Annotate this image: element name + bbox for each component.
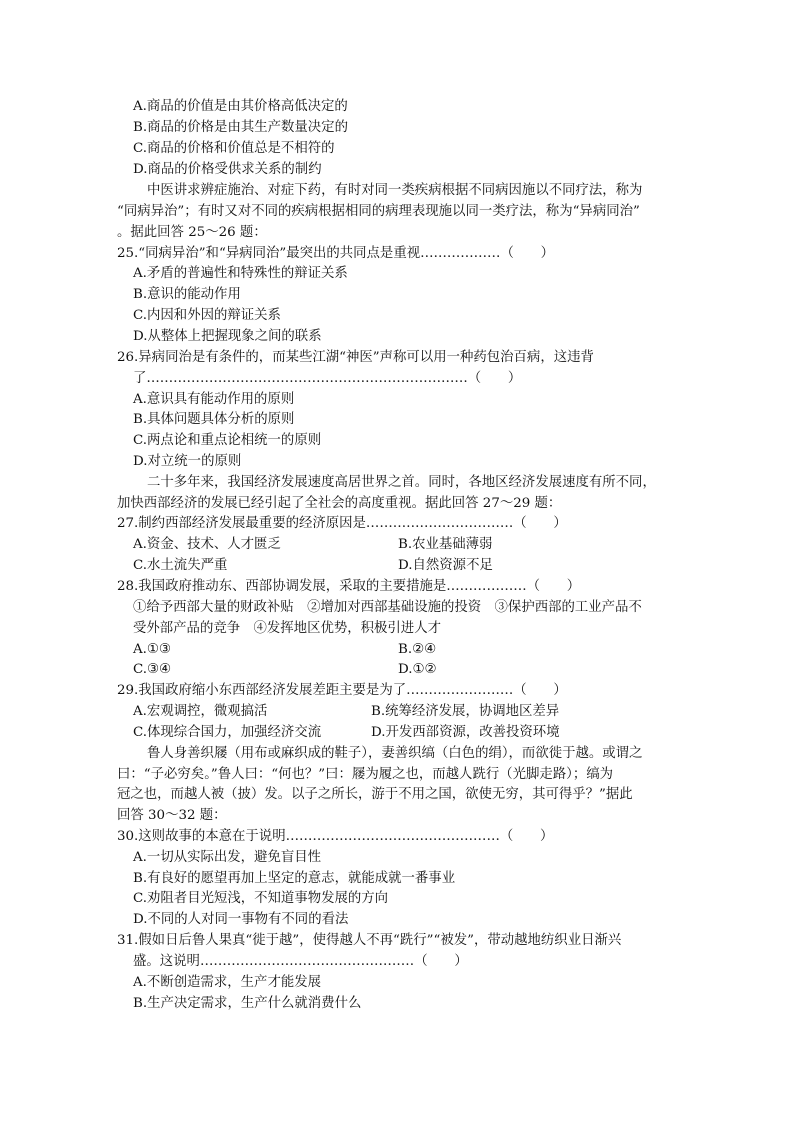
option-line: A.宏观调控，微观搞活 bbox=[133, 704, 268, 719]
question-28-statements: 受外部产品的竞争 ④发挥地区优势，积极引进人才 bbox=[133, 621, 441, 636]
option-line: D.从整体上把握现象之间的联系 bbox=[133, 329, 322, 344]
option-line: B.②④ bbox=[398, 642, 437, 657]
option-line: D.对立统一的原则 bbox=[133, 454, 242, 469]
option-line: C.劝阻者目光短浅，不知道事物发展的方向 bbox=[133, 891, 389, 906]
option-line: C.两点论和重点论相统一的原则 bbox=[133, 433, 322, 448]
question-30: 30.这则故事的本意在于说明…………………………………………（ ） bbox=[117, 829, 554, 844]
option-line: C.③④ bbox=[133, 662, 172, 677]
option-line: A.不断创造需求，生产才能发展 bbox=[133, 975, 322, 990]
option-line: D.商品的价格受供求关系的制约 bbox=[133, 162, 322, 177]
passage-line: 。据此回答 25～26 题： bbox=[117, 225, 267, 240]
option-line: B.统筹经济发展，协调地区差异 bbox=[371, 704, 560, 719]
option-line: A.意识具有能动作用的原则 bbox=[133, 392, 295, 407]
option-line: A.一切从实际出发，避免盲目性 bbox=[133, 850, 322, 865]
question-26-continued: 了………………………………………………………………（ ） bbox=[133, 371, 522, 386]
option-line: B.有良好的愿望再加上坚定的意志，就能成就一番事业 bbox=[133, 871, 456, 886]
option-line: B.意识的能动作用 bbox=[133, 287, 241, 302]
question-31-continued: 盛。这说明…………………………………………（ ） bbox=[133, 954, 468, 969]
option-line: B.商品的价格是由其生产数量决定的 bbox=[133, 120, 348, 135]
question-28: 28.我国政府推动东、西部协调发展，采取的主要措施是………………（ ） bbox=[117, 579, 581, 594]
question-29: 29.我国政府缩小东西部经济发展差距主要是为了……………………（ ） bbox=[117, 683, 567, 698]
option-line: A.矛盾的普遍性和特殊性的辩证关系 bbox=[133, 266, 348, 281]
option-line: A.商品的价值是由其价格高低决定的 bbox=[133, 99, 348, 114]
question-27: 27.制约西部经济发展最重要的经济原因是……………………………（ ） bbox=[117, 516, 567, 531]
passage-line: 回答 30～32 题： bbox=[117, 808, 227, 823]
option-line: C.体现综合国力，加强经济交流 bbox=[133, 725, 322, 740]
option-line: D.自然资源不足 bbox=[398, 558, 493, 573]
passage-line: 中医讲求辨症施治、对症下药，有时对同一类疾病根据不同病因施以不同疗法，称为 bbox=[147, 183, 643, 198]
option-line: A.①③ bbox=[133, 642, 171, 657]
option-line: D.不同的人对同一事物有不同的看法 bbox=[133, 912, 349, 927]
question-28-statements: ①给予西部大量的财政补贴 ②增加对西部基础设施的投资 ③保护西部的工业产品不 bbox=[133, 600, 642, 615]
question-31: 31.假如日后鲁人果真“徙于越”，使得越人不再“跣行”“被发”，带动越地纺织业日渐兴 bbox=[117, 933, 622, 948]
option-line: D.开发西部资源，改善投资环境 bbox=[371, 725, 560, 740]
passage-line: 加快西部经济的发展已经引起了全社会的高度重视。据此回答 27～29 题： bbox=[117, 496, 562, 511]
option-line: C.水土流失严重 bbox=[133, 558, 228, 573]
passage-line: 二十多年来，我国经济发展速度高居世界之首。同时，各地区经济发展速度有所不同， bbox=[147, 475, 656, 490]
passage-line: “同病异治”；有时又对不同的疾病根据相同的病理表现施以同一类疗法，称为“异病同治” bbox=[117, 204, 640, 219]
passage-line: 冠之也，而越人被（披）发。以子之所长，游于不用之国，欲使无穷，其可得乎？”据此 bbox=[117, 787, 633, 802]
question-25: 25.“同病异治”和“异病同治”最突出的共同点是重视………………（ ） bbox=[117, 246, 555, 261]
option-line: C.商品的价格和价值总是不相符的 bbox=[133, 141, 335, 156]
passage-line: 鲁人身善织屦（用布或麻织成的鞋子），妻善织缟（白色的绢），而欲徙于越。或谓之 bbox=[147, 746, 643, 761]
question-26: 26.异病同治是有条件的，而某些江湖“神医”声称可以用一种药包治百病，这违背 bbox=[117, 350, 594, 365]
option-line: C.内因和外因的辩证关系 bbox=[133, 308, 281, 323]
option-line: B.生产决定需求，生产什么就消费什么 bbox=[133, 996, 362, 1011]
passage-line: 曰：“子必穷矣。”鲁人曰：“何也？”曰：屦为履之也，而越人跣行（光脚走路）；缟为 bbox=[117, 767, 614, 782]
option-line: D.①② bbox=[398, 662, 437, 677]
option-line: A.资金、技术、人才匮乏 bbox=[133, 537, 281, 552]
option-line: B.具体问题具体分析的原则 bbox=[133, 412, 295, 427]
option-line: B.农业基础薄弱 bbox=[398, 537, 493, 552]
